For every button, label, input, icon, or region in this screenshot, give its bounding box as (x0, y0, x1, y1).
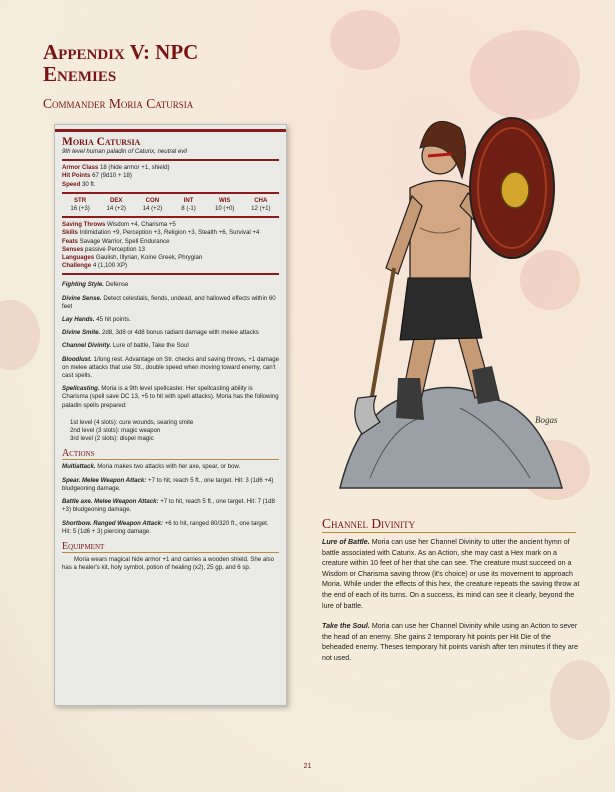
equipment-text: Moria wears magical hide armor +1 and carries a wooden shield. She also has a healer's kit, holy symbol, potion of healing (x2), 25 gp, and 6 sp. (62, 555, 275, 572)
challenge-row: Challenge 4 (1,100 XP) (62, 262, 128, 270)
take-the-soul-paragraph: Take the Soul. Moria can use her Channel Divinity while using an Action to sever the head of an enemy. She gains 2 temporary hit points per Hit Die of the beheaded enemy. Theses temporary hit points vanish after ten minutes if they are not used. (322, 622, 579, 662)
page-number: 21 (303, 763, 312, 770)
creature-type: 9th level human paladin of Caturix, neutral evil (62, 148, 187, 155)
title-line-1: Appendix V: NPC (43, 40, 199, 64)
trait: Channel Divinity. Lure of battle, Take the Soul (62, 342, 189, 350)
trait: Fighting Style. Defense (62, 281, 129, 289)
traits (62, 281, 279, 409)
title-line-2: Enemies (43, 62, 117, 86)
feats-row: Feats Savage Warrior, Spell Endurance (62, 237, 170, 245)
lure-of-battle-paragraph: Lure of Battle. Moria can use her Channel Divinity to utter the ancient hymn of battle associated with Caturix. As an Action, she may cast a Hex mark on a creature within 10 feet of her that she can see. The creature must succeed on a Wisdom or Charisma saving throw (it's choice) or use its movement to approach Moria. While under the effects of this hex, the creature repeats the saving throw at the end of each of its turns. On a success, its mind can see it clearly, beyond the lure of battle. (322, 538, 580, 610)
action: Battle axe. Melee Weapon Attack: +7 to hit, reach 5 ft., one target. Hit: 7 (1d8 +3) bludgeoning damage. (62, 498, 275, 514)
ability-dex: DEX 14 (+2) (106, 196, 126, 213)
blood-splatter (0, 300, 40, 370)
channel-divinity-body (322, 537, 584, 674)
action: Spear. Melee Weapon Attack: +7 to hit, reach 5 ft., one target. Hit: 3 (1d6 +4) bludgeoning damage. (62, 476, 274, 492)
divider (62, 273, 279, 275)
ability-con: CON 14 (+2) (142, 196, 163, 213)
blood-splatter (330, 10, 400, 70)
spell-level: 1st level (4 slots): cure wounds, searing smite (70, 418, 194, 426)
spell-level: 3rd level (2 slots): dispel magic (70, 435, 154, 443)
creature-name: Moria Catursia (62, 136, 141, 148)
divider (62, 216, 279, 218)
trait: Spellcasting. Moria is a 9th level spellcaster. Her spellcasting ability is Charisma (spell save DC 13, +5 to hit with spell attacks). Moria has the following paladin spells prepared: (62, 385, 279, 409)
divider (62, 192, 279, 194)
senses-row: Senses passive Perception 13 (62, 245, 146, 253)
ability-wis: WIS 10 (+0) (214, 196, 235, 213)
actions-heading: Actions (62, 448, 279, 460)
skills-row: Skills Intimidation +9, Perception +3, Religion +3, Stealth +6, Survival +4 (62, 229, 260, 237)
languages-row: Languages Gaulish, Illyrian, Koine Greek, Phrygian (62, 254, 203, 262)
trait: Bloodlust. 1/long rest. Advantage on Str. checks and saving throws, +1 damage on melee attacks that use Str., double speed when moving toward enemy, can't cast spells. (62, 355, 279, 380)
channel-divinity-heading: Channel Divinity (322, 516, 576, 533)
saving-throws-row: Saving Throws Wisdom +4, Charisma +5 (62, 221, 176, 229)
stat-block (54, 124, 287, 706)
section-subtitle: Commander Moria Catursia (43, 96, 194, 111)
page-title (43, 41, 303, 85)
armor-class-row: Armor Class 18 (hide armor +1, shield) (62, 164, 170, 172)
trait: Divine Smite. 2d8, 3d8 or 4d8 bonus radiant damage with melee attacks (62, 329, 259, 337)
ability-int: INT 8 (-1) (181, 196, 196, 213)
spell-list (70, 419, 279, 444)
speed-row: Speed 30 ft. (62, 180, 96, 188)
ability-scores (62, 197, 279, 213)
action: Shortbow. Ranged Weapon Attack: +6 to hit, ranged 80/320 ft., one target. Hit: 5 (1d6 + 3) piercing damage. (62, 519, 269, 535)
equipment-heading: Equipment (62, 541, 279, 553)
warrior-illustration (300, 78, 580, 508)
artist-signature: Bogas (535, 415, 558, 425)
top-bar (55, 129, 286, 132)
hit-points-row: Hit Points 67 (9d10 + 18) (62, 172, 132, 180)
trait: Divine Sense. Detect celestials, fiends, undead, and hallowed effects within 60 feet (62, 294, 276, 310)
spell-level: 2nd level (3 slots): magic weapon (70, 427, 161, 435)
ability-cha: CHA 12 (+1) (251, 196, 271, 213)
action: Multiattack. Moria makes two attacks with her axe, spear, or bow. (62, 463, 241, 471)
trait: Lay Hands. 45 hit points. (62, 316, 131, 324)
divider (62, 159, 279, 161)
ability-str: STR 16 (+3) (70, 196, 90, 213)
